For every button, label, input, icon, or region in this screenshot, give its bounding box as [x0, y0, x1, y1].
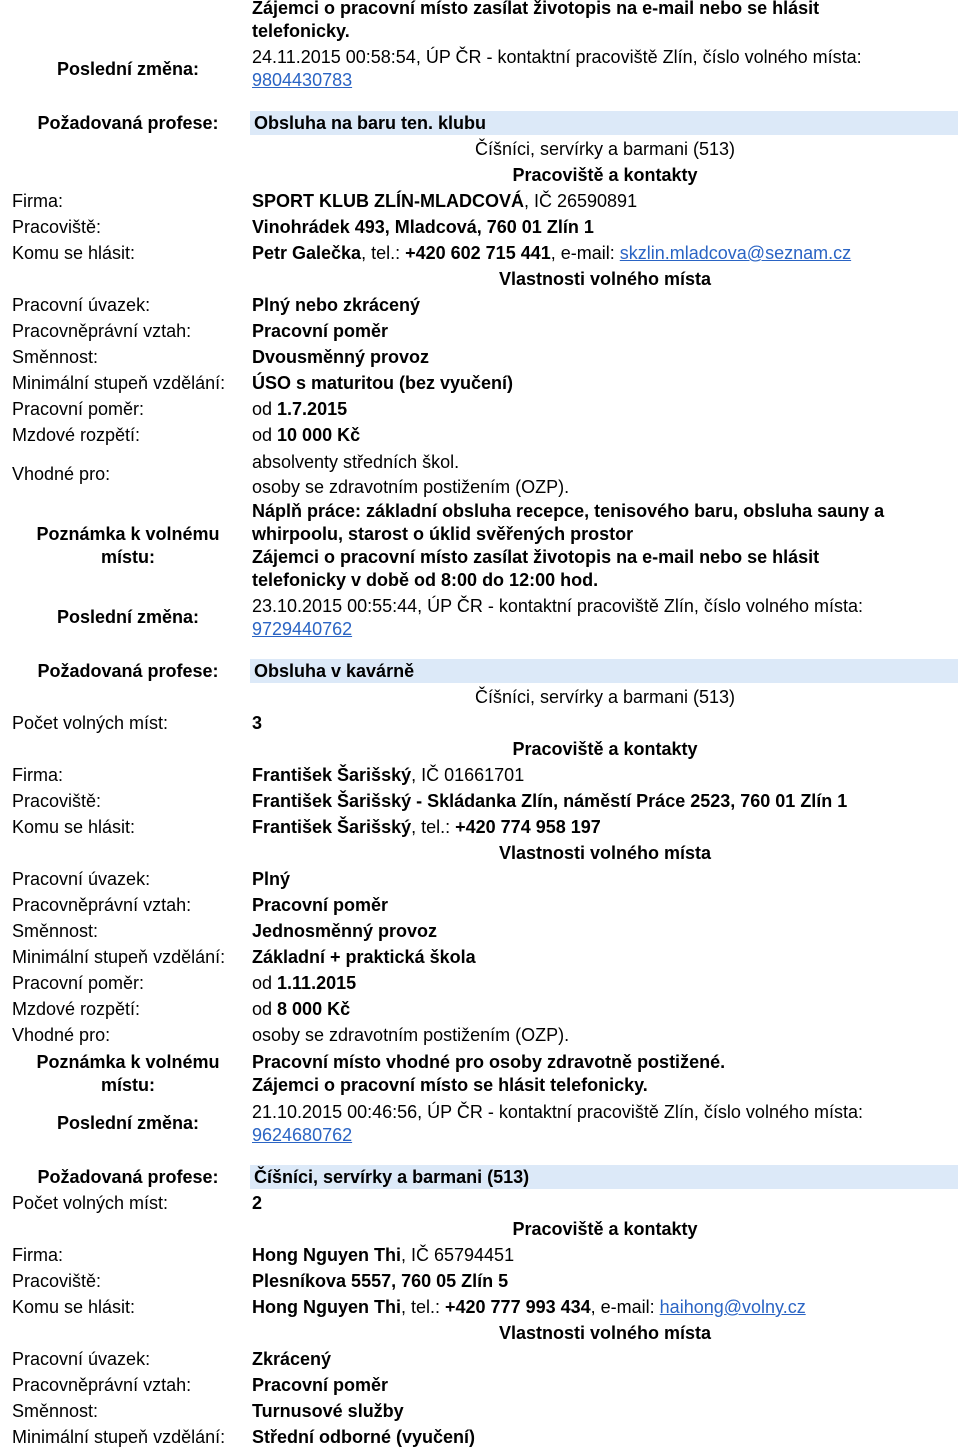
job2-contact-row: [0, 814, 960, 840]
job3-workplace-row: [0, 1268, 960, 1294]
job1-start-prefix: od: [252, 399, 278, 419]
top-vacancy-number-link[interactable]: 9804430783: [252, 70, 353, 90]
job1-contacts-heading-row: [0, 162, 960, 188]
job2-firm-row: [0, 762, 960, 788]
job2-change-label: Poslední změna:: [56, 1113, 200, 1133]
job1-salary-label: Mzdové rozpětí:: [12, 425, 141, 445]
job3-firm-row: [0, 1242, 960, 1268]
job1-start-row: [0, 396, 960, 422]
job2-relation-row: [0, 892, 960, 918]
job1-note-label-2: místu:: [101, 547, 155, 567]
job1-tel-label: , tel.:: [361, 243, 406, 263]
job2-workplace-label: Pracoviště:: [12, 791, 102, 811]
job1-salary: 10 000 Kč: [277, 425, 361, 445]
job1-change-line: 23.10.2015 00:55:44, ÚP ČR - kontaktní pracoviště Zlín, číslo volného místa:: [252, 596, 863, 616]
job3-contact-tel: +420 777 993 434: [445, 1297, 591, 1317]
job1-education-row: [0, 370, 960, 396]
job2-profession-label: Požadovaná profese:: [37, 661, 219, 681]
job1-workplace-row: [0, 214, 960, 240]
job2-note-2: Zájemci o pracovní místo se hlásit telefonicky.: [252, 1075, 648, 1095]
job3-profession-row: [0, 1164, 960, 1190]
job2-profession-row: [0, 658, 960, 684]
job3-contacts-heading: Pracoviště a kontakty: [512, 1219, 698, 1239]
job1-workload-row: [0, 292, 960, 318]
job1-shifts: Dvousměnný provoz: [252, 347, 430, 367]
job2-vacancies-row: [0, 710, 960, 736]
top-change-line: 24.11.2015 00:58:54, ÚP ČR - kontaktní pracoviště Zlín, číslo volného místa:: [252, 47, 862, 67]
job1-firm-name: SPORT KLUB ZLÍN-MLADCOVÁ: [252, 191, 524, 211]
job2-salary-prefix: od: [252, 999, 278, 1019]
job1-relation: Pracovní poměr: [252, 321, 389, 341]
job2-workplace-row: [0, 788, 960, 814]
job3-vacancies-label: Počet volných míst:: [12, 1193, 169, 1213]
job1-note-1: Náplň práce: základní obsluha recepce, tenisového baru, obsluha sauny a: [252, 501, 885, 521]
job3-workload-row: [0, 1346, 960, 1372]
job1-profession-row: [0, 110, 960, 136]
job2-note-1: Pracovní místo vhodné pro osoby zdravotně postižené.: [252, 1052, 726, 1072]
job2-start-prefix: od: [252, 973, 278, 993]
job3-shifts: Turnusové služby: [252, 1401, 404, 1421]
top-note-row-2: [0, 18, 960, 44]
top-change-label: Poslední změna:: [56, 59, 200, 79]
job2-salary: 8 000 Kč: [277, 999, 351, 1019]
job1-start-date: 1.7.2015: [277, 399, 348, 419]
job1-workload-label: Pracovní úvazek:: [12, 295, 151, 315]
job2-contact-name: František Šarišský: [252, 817, 412, 837]
job3-relation: Pracovní poměr: [252, 1375, 389, 1395]
job3-workplace: Plesníkova 5557, 760 05 Zlín 5: [252, 1271, 509, 1291]
job2-tel-label: , tel.:: [411, 817, 456, 837]
job2-workload: Plný: [252, 869, 291, 889]
job1-salary-row: [0, 422, 960, 448]
job3-profession: Číšníci, servírky a barmani (513): [254, 1167, 530, 1187]
job3-relation-row: [0, 1372, 960, 1398]
job1-workplace: Vinohrádek 493, Mladcová, 760 01 Zlín 1: [252, 217, 594, 237]
job1-category-row: [0, 136, 960, 162]
job1-contacts-heading: Pracoviště a kontakty: [512, 165, 698, 185]
job2-profession: Obsluha v kavárně: [254, 661, 415, 681]
job2-firm-label: Firma:: [12, 765, 63, 785]
job1-category: Číšníci, servírky a barmani (513): [474, 139, 736, 159]
top-note-line2: telefonicky.: [252, 21, 350, 41]
job2-change-line: 21.10.2015 00:46:56, ÚP ČR - kontaktní pracoviště Zlín, číslo volného místa:: [252, 1102, 863, 1122]
job2-relation-label: Pracovněprávní vztah:: [12, 895, 192, 915]
job2-contact-tel: +420 774 958 197: [455, 817, 601, 837]
job2-category-row: [0, 684, 960, 710]
job1-firm-ico: , IČ 26590891: [523, 191, 638, 211]
job2-shifts: Jednosměnný provoz: [252, 921, 438, 941]
job1-change-number-row: [0, 616, 960, 642]
job1-change-label: Poslední změna:: [56, 607, 200, 627]
job1-workload: Plný nebo zkrácený: [252, 295, 421, 315]
job3-workload-label: Pracovní úvazek:: [12, 1349, 151, 1369]
job1-education-label: Minimální stupeň vzdělání:: [12, 373, 226, 393]
job1-note-4: telefonicky v době od 8:00 do 12:00 hod.: [252, 570, 599, 590]
job3-contact-name: Hong Nguyen Thi: [252, 1297, 401, 1317]
job3-education-label: Minimální stupeň vzdělání:: [12, 1427, 226, 1447]
job2-workload-row: [0, 866, 960, 892]
job3-props-heading-row: [0, 1320, 960, 1346]
job3-vacancies-row: [0, 1190, 960, 1216]
job2-note-label-1: Poznámka k volnému: [36, 1052, 220, 1072]
job3-relation-label: Pracovněprávní vztah:: [12, 1375, 192, 1395]
job3-shifts-label: Směnnost:: [12, 1401, 99, 1421]
job2-firm-ico: , IČ 01661701: [411, 765, 525, 785]
job1-props-heading-row: [0, 266, 960, 292]
job1-note-label-1: Poznámka k volnému: [36, 524, 220, 544]
job3-workplace-label: Pracoviště:: [12, 1271, 102, 1291]
job2-education: Základní + praktická škola: [252, 947, 476, 967]
job3-education-row: [0, 1424, 960, 1450]
job1-vacancy-number-link[interactable]: 9729440762: [252, 619, 353, 639]
job1-suitable-2: osoby se zdravotním postižením (OZP).: [252, 477, 570, 497]
job1-workplace-label: Pracoviště:: [12, 217, 102, 237]
job1-salary-prefix: od: [252, 425, 278, 445]
job1-note-2: whirpoolu, starost o úklid svěřených prostor: [252, 524, 634, 544]
job1-contact-name: Petr Galečka: [252, 243, 362, 263]
job3-contact-label: Komu se hlásit:: [12, 1297, 136, 1317]
job2-contact-label: Komu se hlásit:: [12, 817, 136, 837]
job2-workplace: František Šarišský - Skládanka Zlín, náměstí Práce 2523, 760 01 Zlín 1: [252, 791, 848, 811]
job1-mail-label: , e-mail:: [550, 243, 620, 263]
job3-workload: Zkrácený: [252, 1349, 332, 1369]
job2-start-label: Pracovní poměr:: [12, 973, 145, 993]
job2-vacancies-label: Počet volných míst:: [12, 713, 169, 733]
job3-firm-name: Hong Nguyen Thi: [252, 1245, 401, 1265]
job2-contacts-heading-row: [0, 736, 960, 762]
job1-note-3: Zájemci o pracovní místo zasílat životopis na e-mail nebo se hlásit: [252, 547, 820, 567]
job1-relation-row: [0, 318, 960, 344]
job2-props-heading: Vlastnosti volného místa: [498, 843, 712, 863]
job2-start-date: 1.11.2015: [277, 973, 357, 993]
job2-education-row: [0, 944, 960, 970]
job1-profession: Obsluha na baru ten. klubu: [254, 113, 487, 133]
job1-contact-row: [0, 240, 960, 266]
job2-suitable-row: [0, 1022, 960, 1048]
job1-suitable-row-1: [0, 449, 960, 475]
job2-note-row-2: [0, 1072, 960, 1098]
job3-tel-label: , tel.:: [400, 1297, 445, 1317]
job1-shifts-label: Směnnost:: [12, 347, 99, 367]
job3-firm-label: Firma:: [12, 1245, 63, 1265]
job1-education: ÚSO s maturitou (bez vyučení): [252, 373, 514, 393]
job1-email-link[interactable]: skzlin.mladcova@seznam.cz: [619, 243, 852, 263]
job1-suitable-1: absolventy středních škol.: [252, 452, 460, 472]
job2-salary-label: Mzdové rozpětí:: [12, 999, 141, 1019]
job1-contact-label: Komu se hlásit:: [12, 243, 136, 263]
job2-vacancy-number-link[interactable]: 9624680762: [252, 1125, 353, 1145]
job2-firm-name: František Šarišský: [252, 765, 412, 785]
job2-suitable-1: osoby se zdravotním postižením (OZP).: [252, 1025, 570, 1045]
job1-relation-label: Pracovněprávní vztah:: [12, 321, 192, 341]
job2-category: Číšníci, servírky a barmani (513): [474, 687, 736, 707]
top-change-number-row: [0, 67, 960, 93]
job2-props-heading-row: [0, 840, 960, 866]
job3-props-heading: Vlastnosti volného místa: [498, 1323, 712, 1343]
job3-shifts-row: [0, 1398, 960, 1424]
job2-shifts-row: [0, 918, 960, 944]
job2-vacancies: 3: [252, 713, 263, 733]
job1-suitable-label: Vhodné pro:: [12, 464, 111, 484]
job1-suitable-row-2: [0, 474, 960, 500]
job1-note-row-4: [0, 567, 960, 593]
job1-shifts-row: [0, 344, 960, 370]
job2-contacts-heading: Pracoviště a kontakty: [512, 739, 698, 759]
job3-vacancies: 2: [252, 1193, 263, 1213]
job2-relation: Pracovní poměr: [252, 895, 389, 915]
job2-change-number-row: [0, 1122, 960, 1148]
top-note-line1: Zájemci o pracovní místo zasílat životopis na e-mail nebo se hlásit: [252, 0, 820, 18]
job2-suitable-label: Vhodné pro:: [12, 1025, 111, 1045]
job3-contacts-heading-row: [0, 1216, 960, 1242]
job3-education: Střední odborné (vyučení): [252, 1427, 476, 1447]
job1-start-label: Pracovní poměr:: [12, 399, 145, 419]
job1-profession-label: Požadovaná profese:: [37, 113, 219, 133]
job3-contact-row: [0, 1294, 960, 1320]
job2-shifts-label: Směnnost:: [12, 921, 99, 941]
job3-email-link[interactable]: haihong@volny.cz: [659, 1297, 806, 1317]
job2-salary-row: [0, 996, 960, 1022]
job2-education-label: Minimální stupeň vzdělání:: [12, 947, 226, 967]
job2-workload-label: Pracovní úvazek:: [12, 869, 151, 889]
job1-contact-tel: +420 602 715 441: [405, 243, 551, 263]
job2-start-row: [0, 970, 960, 996]
job1-props-heading: Vlastnosti volného místa: [498, 269, 712, 289]
job3-firm-ico: , IČ 65794451: [400, 1245, 515, 1265]
job1-firm-label: Firma:: [12, 191, 63, 211]
job1-firm-row: [0, 188, 960, 214]
job3-mail-label: , e-mail:: [590, 1297, 660, 1317]
job2-note-label-2: místu:: [101, 1075, 155, 1095]
job3-profession-label: Požadovaná profese:: [37, 1167, 219, 1187]
